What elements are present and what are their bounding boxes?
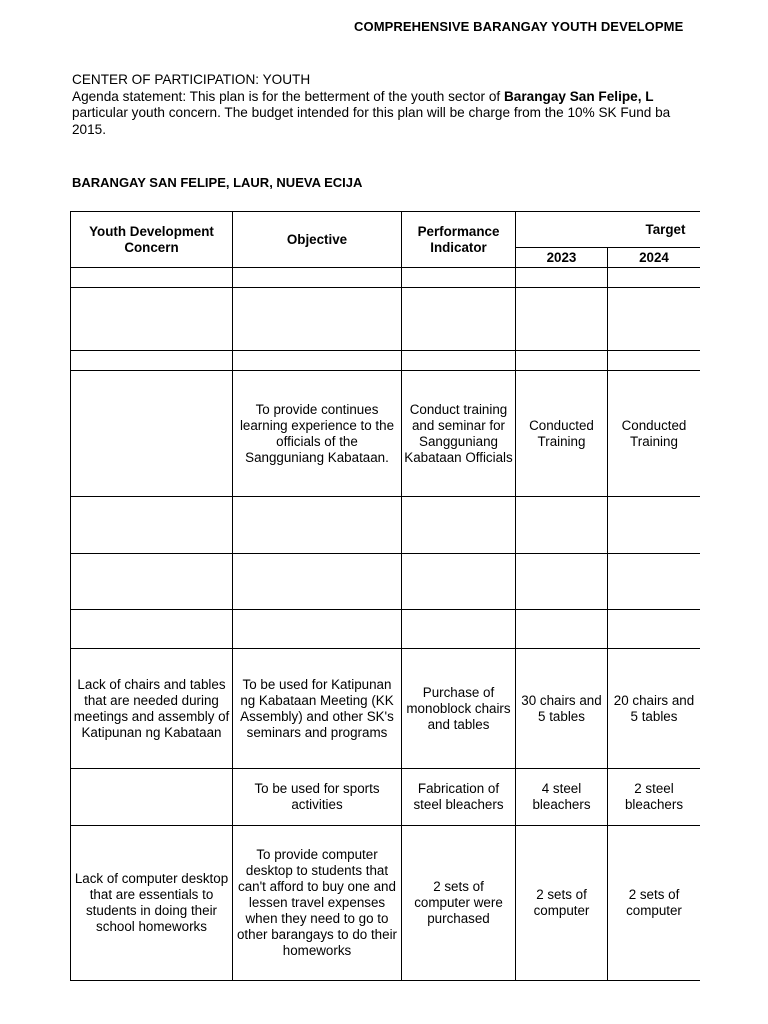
cell-indicator (402, 554, 516, 610)
cell-concern: Lack of chairs and tables that are needed during meetings and assembly of Katipunan ng Kabataan (71, 649, 233, 769)
agenda-line-2: particular youth concern. The budget intended for this plan will be charge from the 10% SK Fund ba (72, 105, 671, 120)
cell-indicator (402, 351, 516, 371)
cell-concern (71, 769, 233, 826)
header-indicator: Performance Indicator (402, 212, 516, 268)
cell-target-2024 (608, 497, 701, 554)
header-year-2024: 2024 (608, 248, 701, 268)
table-row (71, 826, 701, 981)
cell-objective (233, 610, 402, 649)
cell-target-2023: 4 steel bleachers (516, 769, 608, 826)
cell-target-2024: 2 sets of computer (608, 826, 701, 981)
cell-objective (233, 288, 402, 351)
cell-indicator (402, 497, 516, 554)
table-row (71, 497, 701, 554)
cell-target-2024 (608, 351, 701, 371)
cell-target-2023 (516, 497, 608, 554)
cell-target-2023: 2 sets of computer (516, 826, 608, 981)
cell-target-2024 (608, 268, 701, 288)
cell-indicator (402, 268, 516, 288)
center-of-participation: CENTER OF PARTICIPATION: YOUTH (72, 72, 311, 87)
cell-target-2023: 30 chairs and 5 tables (516, 649, 608, 769)
cell-objective (233, 497, 402, 554)
table-row (71, 649, 701, 769)
header-target: Target (516, 212, 701, 248)
page-title: COMPREHENSIVE BARANGAY YOUTH DEVELOPME (354, 19, 684, 34)
intro-section (72, 72, 698, 138)
cell-concern (71, 497, 233, 554)
cell-target-2024: 2 steel bleachers (608, 769, 701, 826)
agenda-barangay: Barangay San Felipe, L (503, 88, 654, 104)
cell-indicator: 2 sets of computer were purchased (402, 826, 516, 981)
cell-target-2024 (608, 554, 701, 610)
barangay-heading: BARANGAY SAN FELIPE, LAUR, NUEVA ECIJA (72, 175, 363, 190)
cell-indicator (402, 288, 516, 351)
cell-target-2023 (516, 351, 608, 371)
table-row (71, 554, 701, 610)
plan-table (70, 211, 700, 981)
cell-objective (233, 554, 402, 610)
cell-objective: To be used for Katipunan ng Kabataan Meeting (KK Assembly) and other SK's seminars and programs (233, 649, 402, 769)
cell-objective (233, 351, 402, 371)
cell-concern (71, 288, 233, 351)
header-objective: Objective (233, 212, 402, 268)
cell-target-2024 (608, 288, 701, 351)
cell-concern (71, 610, 233, 649)
cell-objective: To be used for sports activities (233, 769, 402, 826)
cell-indicator: Purchase of monoblock chairs and tables (402, 649, 516, 769)
cell-target-2023 (516, 610, 608, 649)
cell-concern (71, 371, 233, 497)
table-row (71, 288, 701, 351)
cell-indicator: Fabrication of steel bleachers (402, 769, 516, 826)
cell-target-2023: Conducted Training (516, 371, 608, 497)
table-row (71, 610, 701, 649)
cell-objective: To provide computer desktop to students that can't afford to buy one and lessen travel expenses when they need to go to other barangays to do their homeworks (233, 826, 402, 981)
cell-objective: To provide continues learning experience to the officials of the Sangguniang Kabataan. (233, 371, 402, 497)
header-concern: Youth Development Concern (71, 212, 233, 268)
table-row (71, 769, 701, 826)
cell-indicator (402, 610, 516, 649)
header-year-2023: 2023 (516, 248, 608, 268)
cell-target-2024: 20 chairs and 5 tables (608, 649, 701, 769)
cell-target-2023 (516, 554, 608, 610)
cell-indicator: Conduct training and seminar for Sangguniang Kabataan Officials (402, 371, 516, 497)
cell-target-2024 (608, 610, 701, 649)
agenda-prefix: Agenda statement: This plan is for the betterment of the youth sector of (72, 88, 504, 104)
agenda-line-3: 2015. (72, 121, 107, 137)
cell-concern (71, 268, 233, 288)
cell-concern (71, 554, 233, 610)
cell-concern (71, 351, 233, 371)
table-row (71, 371, 701, 497)
cell-concern: Lack of computer desktop that are essentials to students in doing their school homeworks (71, 826, 233, 981)
plan-table-container (70, 211, 700, 983)
table-row (71, 268, 701, 288)
agenda-statement (72, 89, 698, 106)
plan-table-body (71, 268, 701, 981)
cell-objective (233, 268, 402, 288)
cell-target-2024: Conducted Training (608, 371, 701, 497)
cell-target-2023 (516, 288, 608, 351)
table-row (71, 351, 701, 371)
cell-target-2023 (516, 268, 608, 288)
